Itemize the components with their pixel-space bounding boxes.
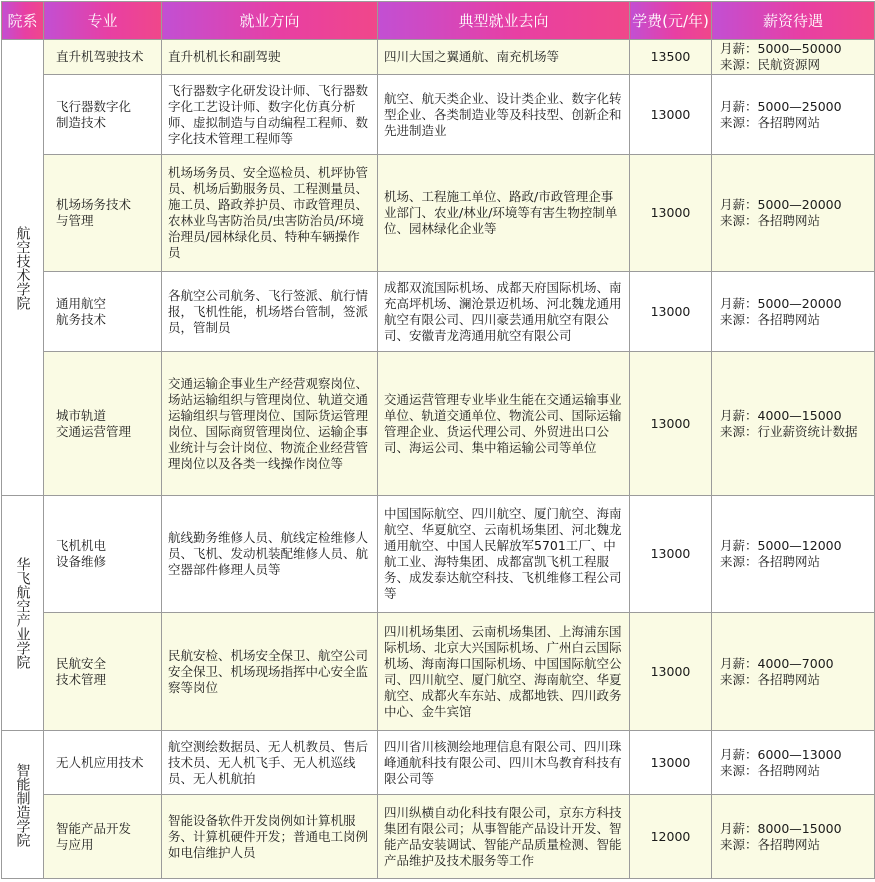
direction-cell: 智能设备软件开发岗例如计算机服务、计算机硬件开发；普通电工岗例如电信维护人员 <box>162 795 378 879</box>
header-salary: 薪资待遇 <box>712 2 875 40</box>
fee-cell: 13500 <box>630 40 712 75</box>
direction-cell: 航空测绘数据员、无人机教员、售后技术员、无人机飞手、无人机巡线员、无人机航拍 <box>162 731 378 795</box>
table-row <box>2 272 875 352</box>
header-fee: 学费(元/年) <box>630 2 712 40</box>
career-table <box>1 1 875 879</box>
table-row <box>2 75 875 155</box>
fee-cell: 13000 <box>630 613 712 731</box>
salary-cell <box>712 352 875 496</box>
salary-cell <box>712 75 875 155</box>
salary-source: 来源：各招聘网站 <box>720 836 821 852</box>
table-row <box>2 352 875 496</box>
major-cell: 无人机应用技术 <box>44 731 162 795</box>
header-destination: 典型就业去向 <box>378 2 630 40</box>
salary-cell <box>712 155 875 272</box>
fee-cell: 13000 <box>630 155 712 272</box>
table-row <box>2 155 875 272</box>
direction-cell: 飞行器数字化研发设计师、飞行器数字化工艺设计师、数字化仿真分析师、虚拟制造与自动编程工程师、数字化技术管理工程师等 <box>162 75 378 155</box>
salary-source: 来源：各招聘网站 <box>720 114 821 130</box>
salary-cell <box>712 613 875 731</box>
salary-cell <box>712 496 875 613</box>
salary-line: 月薪：4000—7000 <box>720 655 834 671</box>
salary-cell <box>712 40 875 75</box>
fee-cell: 13000 <box>630 75 712 155</box>
fee-cell: 13000 <box>630 352 712 496</box>
direction-cell: 民航安检、机场安全保卫、航空公司安全保卫、机场现场指挥中心安全监察等岗位 <box>162 613 378 731</box>
college-name: 智能制造学院 <box>14 762 31 847</box>
major-cell: 机场场务技术 与管理 <box>44 155 162 272</box>
college-cell <box>2 496 44 731</box>
salary-cell <box>712 795 875 879</box>
salary-source: 来源：各招聘网站 <box>720 671 821 687</box>
salary-line: 月薪：5000—12000 <box>720 538 842 553</box>
destination-cell: 四川大国之翼通航、南充机场等 <box>378 40 630 75</box>
college-name: 航空技术学院 <box>14 225 31 310</box>
salary-line: 月薪：5000—50000 <box>720 41 842 56</box>
major-cell: 飞机机电 设备维修 <box>44 496 162 613</box>
major-cell: 通用航空 航务技术 <box>44 272 162 352</box>
header-direction: 就业方向 <box>162 2 378 40</box>
college-name: 华飞航空产业学院 <box>14 557 31 669</box>
salary-cell <box>712 272 875 352</box>
fee-cell: 13000 <box>630 731 712 795</box>
college-cell <box>2 731 44 879</box>
table-row <box>2 496 875 613</box>
salary-line: 月薪：4000—15000 <box>720 407 842 423</box>
direction-cell: 直升机机长和副驾驶 <box>162 40 378 75</box>
fee-cell: 13000 <box>630 272 712 352</box>
destination-cell: 交通运营管理专业毕业生能在交通运输事业单位、轨道交通单位、物流公司、国际运输管理企业、货运代理公司、外贸进出口公司、海运公司、集中箱运输公司等单位 <box>378 352 630 496</box>
salary-line: 月薪：5000—20000 <box>720 197 842 212</box>
table-row <box>2 613 875 731</box>
major-cell: 城市轨道 交通运营管理 <box>44 352 162 496</box>
destination-cell: 四川省川核测绘地理信息有限公司、四川珠峰通航科技有限公司、四川木鸟教育科技有限公司等 <box>378 731 630 795</box>
fee-cell: 12000 <box>630 795 712 879</box>
salary-source: 来源：行业薪资统计数据 <box>720 423 858 439</box>
fee-cell: 13000 <box>630 496 712 613</box>
major-cell: 直升机驾驶技术 <box>44 40 162 75</box>
salary-source: 来源：各招聘网站 <box>720 762 821 778</box>
salary-source: 来源：各招聘网站 <box>720 554 821 569</box>
direction-cell: 航线勤务维修人员、航线定检维修人员、飞机、发动机装配维修人员、航空器部件修理人员等 <box>162 496 378 613</box>
salary-line: 月薪：5000—20000 <box>720 295 842 311</box>
major-cell: 智能产品开发 与应用 <box>44 795 162 879</box>
direction-cell: 机场场务员、安全巡检员、机坪协管员、机场后勤服务员、工程测量员、施工员、路政养护员、市政管理员、农林业鸟害防治员/虫害防治员/环境治理员/园林绿化员、特种车辆操作员 <box>162 155 378 272</box>
table-row <box>2 731 875 795</box>
table-row <box>2 795 875 879</box>
college-cell <box>2 40 44 496</box>
destination-cell: 四川纵横自动化科技有限公司，京东方科技集团有限公司；从事智能产品设计开发、智能产品安装调试、智能产品质量检测、智能产品维护及技术服务等工作 <box>378 795 630 879</box>
destination-cell: 机场、工程施工单位、路政/市政管理企事业部门、农业/林业/环境等有害生物控制单位、园林绿化企业等 <box>378 155 630 272</box>
salary-source: 来源：民航资源网 <box>720 57 821 72</box>
salary-line: 月薪：6000—13000 <box>720 746 842 762</box>
salary-source: 来源：各招聘网站 <box>720 213 821 228</box>
major-cell: 民航安全 技术管理 <box>44 613 162 731</box>
header-college: 院系 <box>2 2 44 40</box>
salary-source: 来源：各招聘网站 <box>720 311 821 327</box>
destination-cell: 成都双流国际机场、成都天府国际机场、南充高坪机场、澜沧景迈机场、河北魏龙通用航空有限公司、四川豪芸通用航空有限公司、安徽青龙湾通用航空有限公司 <box>378 272 630 352</box>
direction-cell: 各航空公司航务、飞行签派、航行情报，飞机性能，机场塔台管制，签派员，管制员 <box>162 272 378 352</box>
salary-cell <box>712 731 875 795</box>
header-major: 专业 <box>44 2 162 40</box>
table-row <box>2 40 875 75</box>
destination-cell: 四川机场集团、云南机场集团、上海浦东国际机场、北京大兴国际机场、广州白云国际机场、海南海口国际机场、中国国际航空公司、四川航空、厦门航空、海南航空、华夏航空、成都火车东站、成都地铁、四川政务中心、金牛宾馆 <box>378 613 630 731</box>
salary-line: 月薪：8000—15000 <box>720 820 842 836</box>
header-row <box>2 2 875 40</box>
salary-line: 月薪：5000—25000 <box>720 98 842 114</box>
direction-cell: 交通运输企事业生产经营观察岗位、场站运输组织与管理岗位、轨道交通运输组织与管理岗位、国际货运管理岗位、国际商贸管理岗位、运输企事业统计与会计岗位、物流企业经营管理岗位以及各类一线操作岗位等 <box>162 352 378 496</box>
destination-cell: 中国国际航空、四川航空、厦门航空、海南航空、华夏航空、云南机场集团、河北魏龙通用航空、中国人民解放军5701工厂、中航工业、海特集团、成都富凯飞机工程服务、成发泰达航空科技、飞机维修工程公司等 <box>378 496 630 613</box>
destination-cell: 航空、航天类企业、设计类企业、数字化转型企业、各类制造业等及科技型、创新企和先进制造业 <box>378 75 630 155</box>
major-cell: 飞行器数字化 制造技术 <box>44 75 162 155</box>
